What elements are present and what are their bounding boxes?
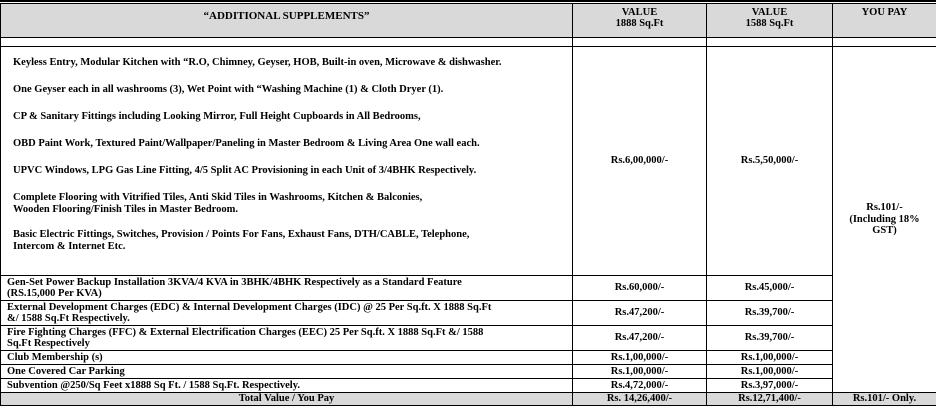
header-row: [1, 4, 936, 38]
feature-item: One Geyser each in all washrooms (3), Wet Point with “Washing Machine (1) & Cloth Dryer (1).: [13, 84, 444, 95]
total-value-1588: Rs.12,71,400/-: [707, 393, 833, 406]
row-value-1888: Rs.47,200/-: [573, 326, 707, 351]
header-value-1588-line1: VALUE: [751, 7, 788, 18]
feature-item: CP & Sanitary Fittings including Looking Mirror, Full Height Cupboards in All Bedrooms,: [13, 111, 421, 122]
table-row: [1, 276, 936, 301]
row-description: One Covered Car Parking: [1, 365, 573, 379]
row-value-1588: Rs.3,97,000/-: [707, 379, 833, 393]
row-value-1888: Rs.1,00,000/-: [573, 351, 707, 365]
total-you-pay: Rs.101/- Only.: [833, 393, 936, 406]
row-value-1888: Rs.60,000/-: [573, 276, 707, 301]
table-row: [1, 301, 936, 326]
row-description: External Development Charges (EDC) & Internal Development Charges (IDC) @ 25 Per Sq.ft. X 1888 Sq.Ft &/ 1588 Sq.Ft Respectively.: [1, 301, 573, 326]
header-value-1888-line2: 1888 Sq.Ft: [615, 18, 664, 29]
features-list: [1, 47, 573, 276]
row-value-1888: Rs.4,72,000/-: [573, 379, 707, 393]
feature-item: Keyless Entry, Modular Kitchen with “R.O, Chimney, Geyser, HOB, Built-in oven, Microwave & dishwasher.: [13, 57, 502, 68]
row-value-1588: Rs.39,700/-: [707, 301, 833, 326]
row-description: Club Membership (s): [1, 351, 573, 365]
spacer-cell: [573, 38, 707, 47]
spacer-cell: [707, 38, 833, 47]
header-you-pay: YOU PAY: [833, 4, 936, 38]
feature-item: Basic Electric Fittings, Switches, Provision / Points For Fans, Exhaust Fans, DTH/CABLE, Telephone, Intercom & Internet Etc.: [13, 229, 470, 252]
features-value-1588: Rs.5,50,000/-: [707, 47, 833, 276]
row-value-1888: Rs.1,00,000/-: [573, 365, 707, 379]
header-value-1588-line2: 1588 Sq.Ft: [745, 18, 794, 29]
feature-item: Complete Flooring with Vitrified Tiles, Anti Skid Tiles in Washrooms, Kitchen & Balconies, Wooden Flooring/Finish Tiles in Master Bedroom.: [13, 192, 423, 215]
row-value-1588: Rs.1,00,000/-: [707, 351, 833, 365]
header-value-1888: [573, 4, 707, 38]
row-description: Subvention @250/Sq Feet x1888 Sq Ft. / 1588 Sq.Ft. Respectively.: [1, 379, 573, 393]
table-row: [1, 326, 936, 351]
header-value-1888-line1: VALUE: [621, 7, 658, 18]
total-row: [1, 393, 936, 406]
features-row: [1, 47, 936, 276]
row-value-1588: Rs.39,700/-: [707, 326, 833, 351]
spacer-cell: [833, 38, 936, 47]
spacer-row: [1, 38, 936, 47]
feature-item: OBD Paint Work, Textured Paint/Wallpaper/Paneling in Master Bedroom & Living Area One wall each.: [13, 138, 480, 149]
total-value-1888: Rs. 14,26,400/-: [573, 393, 707, 406]
you-pay-amount: Rs.101/- (Including 18% GST): [833, 47, 936, 393]
row-value-1588: Rs.45,000/-: [707, 276, 833, 301]
table-row: [1, 365, 936, 379]
row-description: Fire Fighting Charges (FFC) & External Electrification Charges (EEC) 25 Per Sq.ft. X 1888 Sq.Ft &/ 1588 Sq.Ft Respectively: [1, 326, 573, 351]
top-rule: [0, 0, 936, 2]
table-row: [1, 379, 936, 393]
row-value-1888: Rs.47,200/-: [573, 301, 707, 326]
row-value-1588: Rs.1,00,000/-: [707, 365, 833, 379]
table-row: [1, 351, 936, 365]
row-description: Gen-Set Power Backup Installation 3KVA/4 KVA in 3BHK/4BHK Respectively as a Standard Feature (RS.15,000 Per KVA): [1, 276, 573, 301]
spacer-cell: [1, 38, 573, 47]
feature-item: UPVC Windows, LPG Gas Line Fitting, 4/5 Split AC Provisioning in each Unit of 3/4BHK Respectively.: [13, 165, 477, 176]
features-value-1888: Rs.6,00,000/-: [573, 47, 707, 276]
header-value-1588: [707, 4, 833, 38]
supplements-table: [0, 3, 936, 406]
total-label: Total Value / You Pay: [1, 393, 573, 406]
header-title: “ADDITIONAL SUPPLEMENTS”: [1, 4, 573, 38]
